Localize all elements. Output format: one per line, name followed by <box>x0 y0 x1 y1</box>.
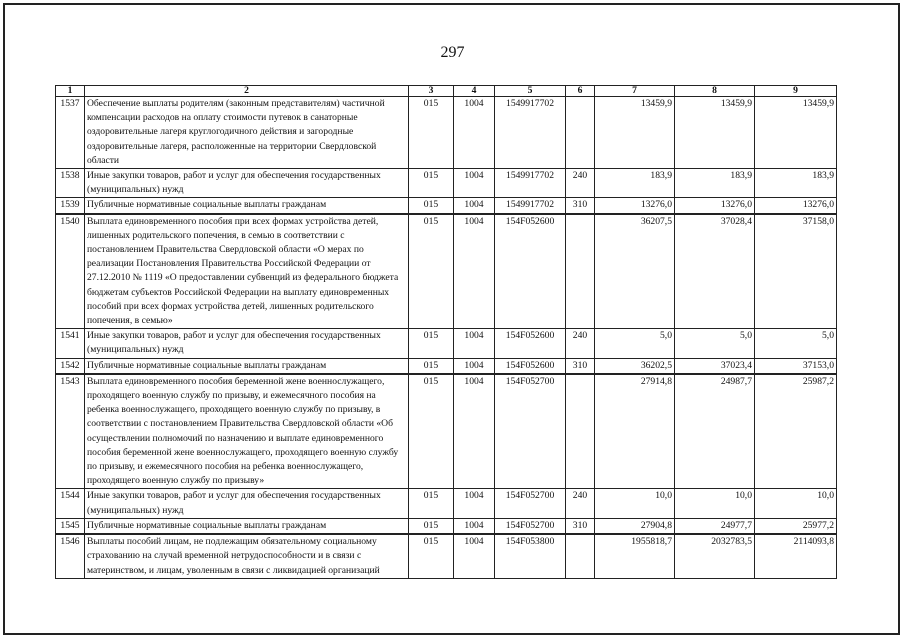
row-name: Выплаты пособий лицам, не подлежащим обязательному социальному страхованию на случай временной нетрудоспособности и в связи с материнством, и лицам, уволенным в связи с ликвидацией организаций <box>85 534 409 578</box>
page-number: 297 <box>440 44 465 61</box>
table-row <box>56 97 837 169</box>
row-section-code: 1004 <box>454 534 495 578</box>
row-amount-3: 13459,9 <box>755 97 837 169</box>
row-name: Иные закупки товаров, работ и услуг для обеспечения государственных (муниципальных) нужд <box>85 489 409 518</box>
row-expense-type <box>566 214 595 329</box>
row-amount-2: 10,0 <box>675 489 755 518</box>
row-id: 1545 <box>56 518 85 534</box>
row-expense-type <box>566 374 595 489</box>
row-amount-3: 25977,2 <box>755 518 837 534</box>
row-amount-3: 37158,0 <box>755 214 837 329</box>
row-ministry-code: 015 <box>409 329 454 358</box>
header-cell: 8 <box>675 86 755 97</box>
row-section-code: 1004 <box>454 489 495 518</box>
row-expense-type: 240 <box>566 489 595 518</box>
table-row <box>56 214 837 329</box>
row-id: 1546 <box>56 534 85 578</box>
row-id: 1543 <box>56 374 85 489</box>
row-amount-1: 13276,0 <box>595 198 675 214</box>
row-amount-3: 2114093,8 <box>755 534 837 578</box>
row-ministry-code: 015 <box>409 214 454 329</box>
row-id: 1537 <box>56 97 85 169</box>
row-amount-1: 13459,9 <box>595 97 675 169</box>
row-amount-1: 36202,5 <box>595 358 675 374</box>
row-expense-type: 310 <box>566 198 595 214</box>
row-name: Иные закупки товаров, работ и услуг для обеспечения государственных (муниципальных) нужд <box>85 169 409 198</box>
row-target-code: 154F052600 <box>495 358 566 374</box>
table-row <box>56 198 837 214</box>
row-section-code: 1004 <box>454 329 495 358</box>
row-section-code: 1004 <box>454 97 495 169</box>
row-amount-1: 183,9 <box>595 169 675 198</box>
row-amount-2: 24977,7 <box>675 518 755 534</box>
row-ministry-code: 015 <box>409 489 454 518</box>
row-amount-3: 37153,0 <box>755 358 837 374</box>
row-amount-3: 10,0 <box>755 489 837 518</box>
row-target-code: 1549917702 <box>495 198 566 214</box>
row-amount-1: 36207,5 <box>595 214 675 329</box>
header-row <box>56 86 837 97</box>
table-row <box>56 169 837 198</box>
row-name: Выплата единовременного пособия беременной жене военнослужащего, проходящего военную службу по призыву, и ежемесячного пособия на ребенка военнослужащего, проходящего военную службу по призыву, в соответствии с постановлением Правительства Свердловской области «Об осуществлении полномочий по назначению и выплате единовременного пособия беременной жене военнослужащего, проходящего военную службу по призыву, и ежемесячного пособия на ребенка военнослужащего, проходящего военную службу по призыву» <box>85 374 409 489</box>
row-expense-type: 240 <box>566 329 595 358</box>
row-target-code: 154F052600 <box>495 214 566 329</box>
row-id: 1541 <box>56 329 85 358</box>
table-row <box>56 358 837 374</box>
row-amount-1: 1955818,7 <box>595 534 675 578</box>
table-row <box>56 374 837 489</box>
row-target-code: 154F052700 <box>495 518 566 534</box>
row-amount-3: 5,0 <box>755 329 837 358</box>
row-ministry-code: 015 <box>409 518 454 534</box>
row-ministry-code: 015 <box>409 169 454 198</box>
row-section-code: 1004 <box>454 214 495 329</box>
row-expense-type: 310 <box>566 518 595 534</box>
row-amount-3: 13276,0 <box>755 198 837 214</box>
row-expense-type: 240 <box>566 169 595 198</box>
row-id: 1544 <box>56 489 85 518</box>
row-section-code: 1004 <box>454 198 495 214</box>
row-amount-1: 5,0 <box>595 329 675 358</box>
row-ministry-code: 015 <box>409 374 454 489</box>
row-section-code: 1004 <box>454 358 495 374</box>
row-target-code: 154F053800 <box>495 534 566 578</box>
row-amount-2: 37028,4 <box>675 214 755 329</box>
row-amount-3: 25987,2 <box>755 374 837 489</box>
table-row <box>56 534 837 578</box>
row-name: Иные закупки товаров, работ и услуг для обеспечения государственных (муниципальных) нужд <box>85 329 409 358</box>
budget-table <box>55 85 837 579</box>
row-id: 1542 <box>56 358 85 374</box>
row-section-code: 1004 <box>454 169 495 198</box>
header-cell: 7 <box>595 86 675 97</box>
header-cell: 1 <box>56 86 85 97</box>
row-amount-1: 27914,8 <box>595 374 675 489</box>
row-amount-2: 5,0 <box>675 329 755 358</box>
row-amount-2: 183,9 <box>675 169 755 198</box>
table-row <box>56 329 837 358</box>
row-target-code: 154F052700 <box>495 374 566 489</box>
row-ministry-code: 015 <box>409 97 454 169</box>
row-ministry-code: 015 <box>409 534 454 578</box>
row-name: Обеспечение выплаты родителям (законным представителям) частичной компенсации расходов на оплату стоимости путевок в санаторные оздоровительные лагеря круглогодичного действия и загородные оздоровительные лагеря, расположенные на территории Свердловской области <box>85 97 409 169</box>
row-expense-type: 310 <box>566 358 595 374</box>
header-cell: 4 <box>454 86 495 97</box>
header-cell: 3 <box>409 86 454 97</box>
row-ministry-code: 015 <box>409 358 454 374</box>
row-target-code: 1549917702 <box>495 169 566 198</box>
row-target-code: 154F052700 <box>495 489 566 518</box>
row-amount-2: 2032783,5 <box>675 534 755 578</box>
row-amount-2: 24987,7 <box>675 374 755 489</box>
row-amount-1: 10,0 <box>595 489 675 518</box>
row-amount-2: 13459,9 <box>675 97 755 169</box>
row-section-code: 1004 <box>454 374 495 489</box>
row-name: Публичные нормативные социальные выплаты гражданам <box>85 358 409 374</box>
table-row <box>56 489 837 518</box>
row-amount-2: 13276,0 <box>675 198 755 214</box>
header-cell: 9 <box>755 86 837 97</box>
row-section-code: 1004 <box>454 518 495 534</box>
header-cell: 5 <box>495 86 566 97</box>
row-amount-3: 183,9 <box>755 169 837 198</box>
row-id: 1538 <box>56 169 85 198</box>
row-id: 1539 <box>56 198 85 214</box>
row-name: Публичные нормативные социальные выплаты гражданам <box>85 198 409 214</box>
table-row <box>56 518 837 534</box>
header-cell: 6 <box>566 86 595 97</box>
row-expense-type <box>566 534 595 578</box>
row-name: Выплата единовременного пособия при всех формах устройства детей, лишенных родительского попечения, в семью в соответствии с постановлением Правительства Свердловской области «О мерах по реализации Постановления Правительства Российской Федерации от 27.12.2010 № 1119 «О предоставлении субвенций из федерального бюджета бюджетам субъектов Российской Федерации на выплату единовременных пособий при всех формах устройства детей, лишенных родительского попечения, в семью» <box>85 214 409 329</box>
header-cell: 2 <box>85 86 409 97</box>
row-target-code: 1549917702 <box>495 97 566 169</box>
row-amount-2: 37023,4 <box>675 358 755 374</box>
row-ministry-code: 015 <box>409 198 454 214</box>
row-name: Публичные нормативные социальные выплаты гражданам <box>85 518 409 534</box>
row-expense-type <box>566 97 595 169</box>
row-target-code: 154F052600 <box>495 329 566 358</box>
row-amount-1: 27904,8 <box>595 518 675 534</box>
row-id: 1540 <box>56 214 85 329</box>
